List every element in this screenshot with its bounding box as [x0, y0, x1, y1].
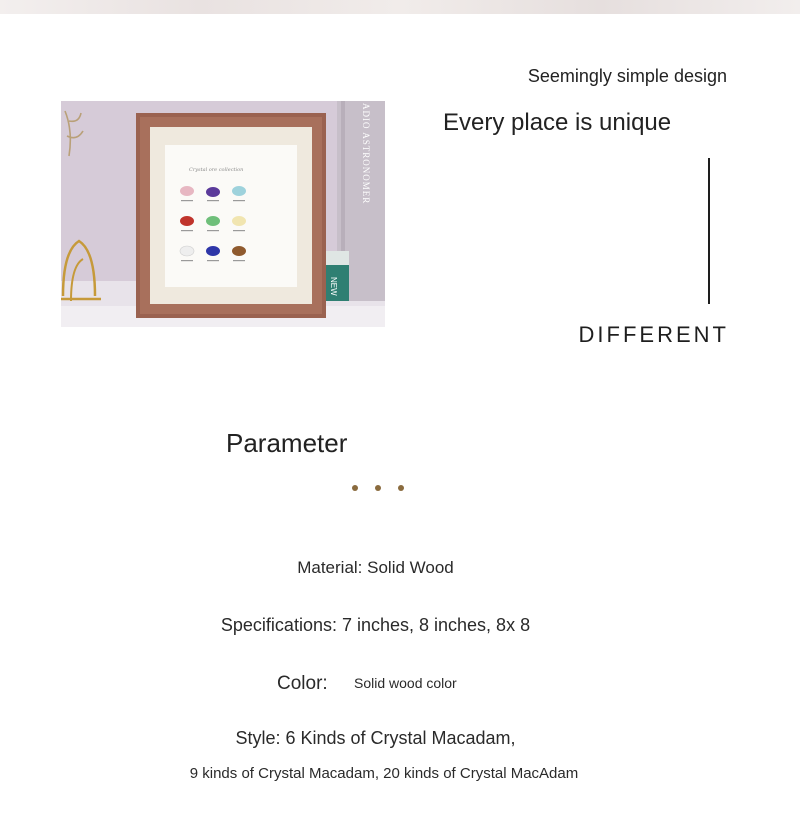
headline: Every place is unique — [443, 109, 672, 136]
product-photo — [61, 101, 385, 327]
book-spine-text: ADIO ASTRONOMER — [361, 103, 371, 205]
color-label: Color: — [277, 673, 328, 694]
style-spec-line2: 9 kinds of Crystal Macadam, 20 kinds of Crystal MacAdam — [189, 765, 579, 782]
dots-divider — [352, 485, 404, 491]
size-spec: Specifications: 7 inches, 8 inches, 8x 8 — [220, 615, 531, 635]
dot — [398, 485, 404, 491]
vertical-divider — [708, 158, 710, 304]
dot — [352, 485, 358, 491]
parameter-title: Parameter — [226, 428, 348, 458]
svg-text:Crystal ore collection: Crystal ore collection — [189, 167, 244, 173]
material-spec: Material: Solid Wood — [297, 558, 454, 577]
style-spec-line1: Style: 6 Kinds of Crystal Macadam, — [235, 728, 516, 748]
accent-word: DIFFERENT — [578, 322, 729, 347]
tagline: Seemingly simple design — [527, 66, 727, 86]
green-box-text: NEW — [329, 277, 338, 296]
dot — [375, 485, 381, 491]
wood-frame — [136, 113, 326, 318]
top-image-strip — [0, 0, 800, 14]
color-value: Solid wood color — [354, 675, 457, 691]
